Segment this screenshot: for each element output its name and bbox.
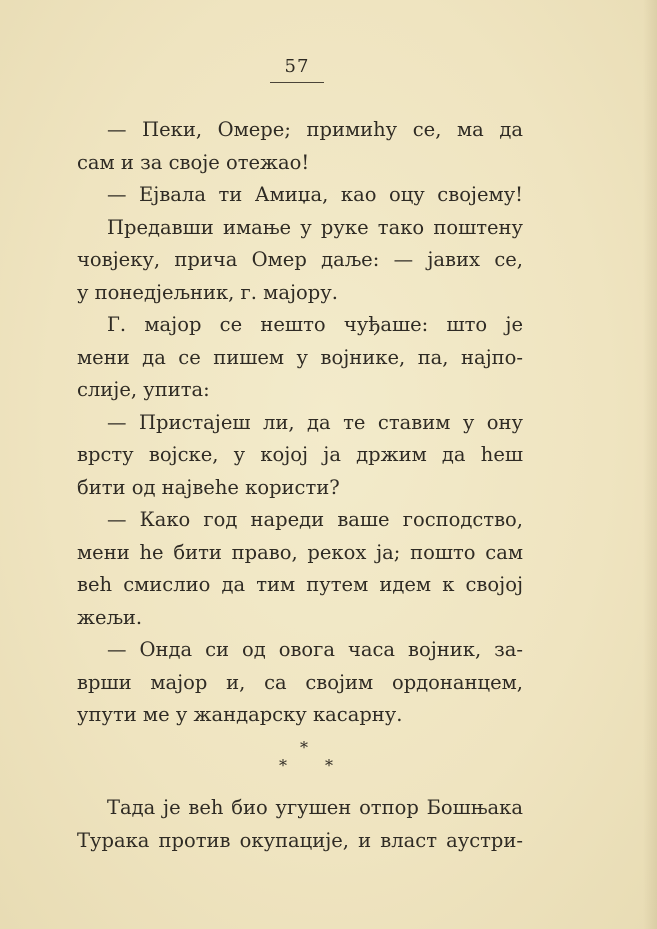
text-line: упути ме у жандарску касарну. xyxy=(77,703,403,726)
text-line: мени да се пишем у војнике, па, најпо- xyxy=(77,345,523,369)
text-line: Г. мајор се нешто чуђаше: што је xyxy=(107,313,523,336)
section-separator xyxy=(260,738,350,778)
text-line: у понедјељник, г. мајору. xyxy=(77,280,338,304)
page-number-rule xyxy=(270,82,324,83)
closing-text xyxy=(77,792,523,857)
text-line: врши мајор и, са својим ордонанцем, xyxy=(77,670,523,694)
text-line: жељи. xyxy=(77,605,143,629)
asterisk-glyph: * xyxy=(325,756,333,775)
asterisk-glyph: * xyxy=(300,738,308,757)
text-line: мени һе бити право, рекох ја; пошто сам xyxy=(77,540,523,564)
text-line: слије, упита: xyxy=(77,378,210,401)
text-line: сам и за своје отежао! xyxy=(77,150,310,174)
text-line: Тада је веһ био угушен отпор Бошњака xyxy=(107,796,523,819)
paragraph-5 xyxy=(77,407,523,505)
text-line: — Пристајеш ли, да те ставим у ону xyxy=(107,410,523,434)
text-line: Предавши имање у руке тако поштену xyxy=(107,215,523,239)
paragraph-1 xyxy=(77,114,523,179)
text-line: веһ смислио да тим путем идем к својој xyxy=(77,573,523,596)
body-text xyxy=(77,114,523,732)
text-line: бити од највеһе користи? xyxy=(77,475,340,499)
page-number: 57 xyxy=(284,56,310,77)
text-line: — Пеки, Омере; примиһу се, ма да xyxy=(107,118,523,141)
text-line: — Онда си од овога часа војник, за- xyxy=(107,638,523,661)
paragraph-6 xyxy=(77,504,523,634)
paragraph-4 xyxy=(77,309,523,407)
paragraph-7 xyxy=(77,634,523,732)
page-edge-shadow xyxy=(643,0,657,929)
asterisk-glyph: * xyxy=(279,756,287,775)
text-line: Турака против окупације, и власт аустри- xyxy=(77,828,523,852)
paragraph-8 xyxy=(77,792,523,857)
text-line: човјеку, прича Омер даље: — јавих се, xyxy=(77,248,523,271)
text-line: — Ејвала ти Амиџа, као оцу своjему! xyxy=(107,183,523,206)
paragraph-2 xyxy=(77,179,523,212)
text-line: — Како год нареди ваше господство, xyxy=(107,508,523,531)
paragraph-3 xyxy=(77,212,523,310)
text-line: врсту војске, у којој ја држим да һеш xyxy=(77,443,523,466)
